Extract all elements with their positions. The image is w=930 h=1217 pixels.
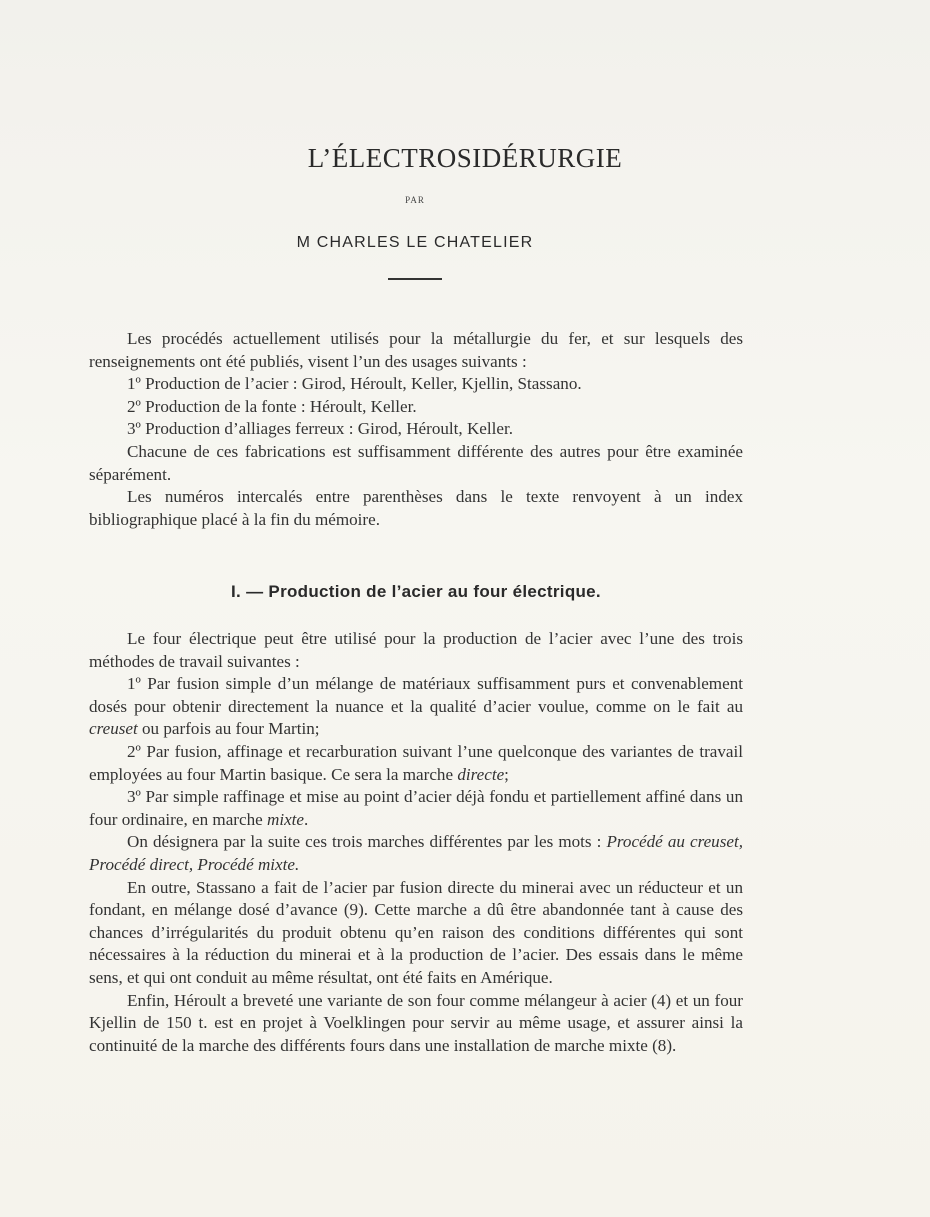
method-3-text: 3º Par simple raffinage et mise au point d’acier déjà fondu et partiellement affiné dans un four ordinaire, en marche	[89, 787, 743, 829]
intro-item-2: 2º Production de la fonte : Héroult, Keller.	[127, 396, 417, 416]
section-paragraph-2	[89, 831, 743, 876]
method-1-text: 1º Par fusion simple d’un mélange de matériaux suffisamment purs et convenablement dosés pour obtenir directement la nuance et la qualité d’acier voulue, comme on le fait au	[89, 674, 743, 716]
intro-paragraph-3: Les numéros intercalés entre parenthèses dans le texte renvoyent à un index bibliographique placé à la fin du mémoire.	[89, 487, 743, 529]
method-item-2	[89, 741, 743, 786]
method-item-1	[89, 673, 743, 741]
intro-section	[89, 328, 743, 531]
section-paragraph-1: Le four électrique peut être utilisé pour la production de l’acier avec l’une des trois méthodes de travail suivantes :	[89, 629, 743, 671]
title-divider	[388, 278, 442, 280]
section-paragraph-4: Enfin, Héroult a breveté une variante de son four comme mélangeur à acier (4) et un four Kjellin de 150 t. est en projet à Voelklingen pour servir au même usage, et assurer ainsi la continuité de la marche des différents fours dans une installation de marche mixte (8).	[89, 990, 743, 1055]
intro-item-1: 1º Production de l’acier : Girod, Héroult, Keller, Kjellin, Stassano.	[127, 374, 582, 394]
method-1-tail: ou parfois au four Martin;	[137, 719, 320, 739]
method-2-text: 2º Par fusion, affinage et recarburation suivant l’une quelconque des variantes de travail employées au four Martin basique. Ce sera la marche	[89, 741, 743, 784]
paragraph-2-text: On désignera par la suite ces trois marches différentes par les mots :	[127, 832, 607, 852]
section-heading: I. — Production de l’acier au four électrique.	[231, 582, 601, 601]
intro-paragraph-2: Chacune de ces fabrications est suffisamment différente des autres pour être examinée séparément.	[89, 441, 743, 484]
method-3-emphasis: mixte	[266, 809, 305, 829]
method-item-3	[89, 786, 743, 831]
method-1-emphasis: creuset	[89, 719, 138, 739]
intro-paragraph-1: Les procédés actuellement utilisés pour la métallurgie du fer, et sur lesquels des renseignements ont été publiés, visent l’un des usages suivants :	[89, 329, 743, 371]
method-3-tail: .	[304, 809, 309, 829]
paragraph-2-emphasis: Procédé au creuset, Procédé direct, Procédé mixte.	[89, 832, 743, 874]
section-paragraph-3: En outre, Stassano a fait de l’acier par fusion directe du minerai avec un réducteur et un fondant, en mélange dosé d’avance (9). Cette marche a dû être abandonnée tant à cause des chances d’irrégularités du produit obtenu qu’en raison des conditions différentes qui sont nécessaires à la réduction du minerai et à la production de l’acier. Des essais dans le même sens, et qui ont conduit au même résultat, ont été faits en Amérique.	[89, 877, 743, 987]
by-label: PAR	[405, 195, 425, 205]
section-1-body	[89, 628, 743, 1057]
method-2-tail: ;	[504, 764, 509, 784]
author-name: M CHARLES LE CHATELIER	[296, 234, 534, 251]
document-title: L’ÉLECTROSIDÉRURGIE	[307, 143, 623, 173]
intro-item-3: 3º Production d’alliages ferreux : Girod, Héroult, Keller.	[127, 419, 514, 439]
method-2-emphasis: directe	[457, 764, 505, 784]
